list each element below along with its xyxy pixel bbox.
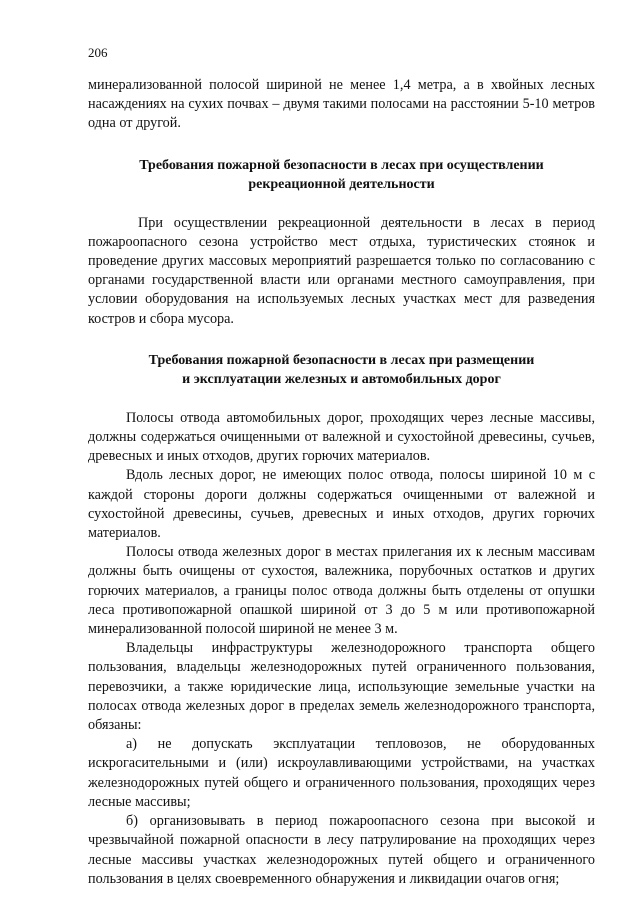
- heading-line: Требования пожарной безопасности в лесах при осуществлении: [139, 157, 544, 173]
- heading-line: и эксплуатации железных и автомобильных дорог: [182, 371, 501, 387]
- paragraph: При осуществлении рекреационной деятельности в лесах в период пожароопасного сезона устройство мест отдыха, туристических стоянок и проведение других массовых мероприятий разрешается только по согласованию с органами государственной власти или органами местного самоуправления, при условии оборудования на используемых лесных участках мест для разведения костров и сбора мусора.: [88, 214, 595, 327]
- paragraph: Полосы отвода автомобильных дорог, проходящих через лесные массивы, должны содержаться очищенными от валежной и сухостойной древесины, сучьев, древесных и иных отходов, других горючих материалов.: [88, 409, 595, 465]
- page-number: 206: [88, 45, 108, 60]
- paragraph: Владельцы инфраструктуры железнодорожного транспорта общего пользования, владельцы железнодорожных путей ограниченного пользования, перевозчики, а также юридические лица, использующие земельные участки на полосах отвода железных дорог в пределах земель железнодорожного транспорта, обязаны:: [88, 640, 595, 734]
- section-heading-recreation: [88, 156, 595, 194]
- list-item: а) не допускать эксплуатации тепловозов, не оборудованных искрогасительными и (или) искроулавливающими устройствами, на участках железнодорожных путей общего и ограниченного пользования, проходящих через лесные массивы;: [88, 736, 595, 810]
- paragraph: Вдоль лесных дорог, не имеющих полос отвода, полосы шириной 10 м с каждой стороны дороги должны содержаться очищенными от валежной и сухостойной древесины, сучьев, древесных и иных отходов, других горючих материалов.: [88, 467, 595, 542]
- heading-line: Требования пожарной безопасности в лесах при размещении: [148, 352, 535, 368]
- document-body: [88, 76, 595, 889]
- list-item: б) организовывать в период пожароопасного сезона при высокой и чрезвычайной пожарной опасности в лесу патрулирование на проходящих через лесные массивы участках железнодорожных путей общего и ограниченного пользования в целях своевременного обнаружения и ликвидации очагов огня;: [88, 813, 595, 887]
- intro-paragraph: минерализованной полосой шириной не менее 1,4 метра, а в хвойных лесных насаждениях на сухих почвах – двумя такими полосами на расстоянии 5-10 метров одна от другой.: [88, 77, 595, 132]
- heading-line: рекреационной деятельности: [248, 176, 435, 192]
- paragraph: Полосы отвода железных дорог в местах прилегания их к лесным массивам должны быть очищены от сухостоя, валежника, порубочных остатков и других горючих материалов, а границы полос отвода должны быть отделены от опушки леса противопожарной опашкой шириной от 3 до 5 м или противопожарной минерализованной полосой шириной не менее 3 м.: [88, 544, 595, 638]
- section-heading-roads: [88, 351, 595, 389]
